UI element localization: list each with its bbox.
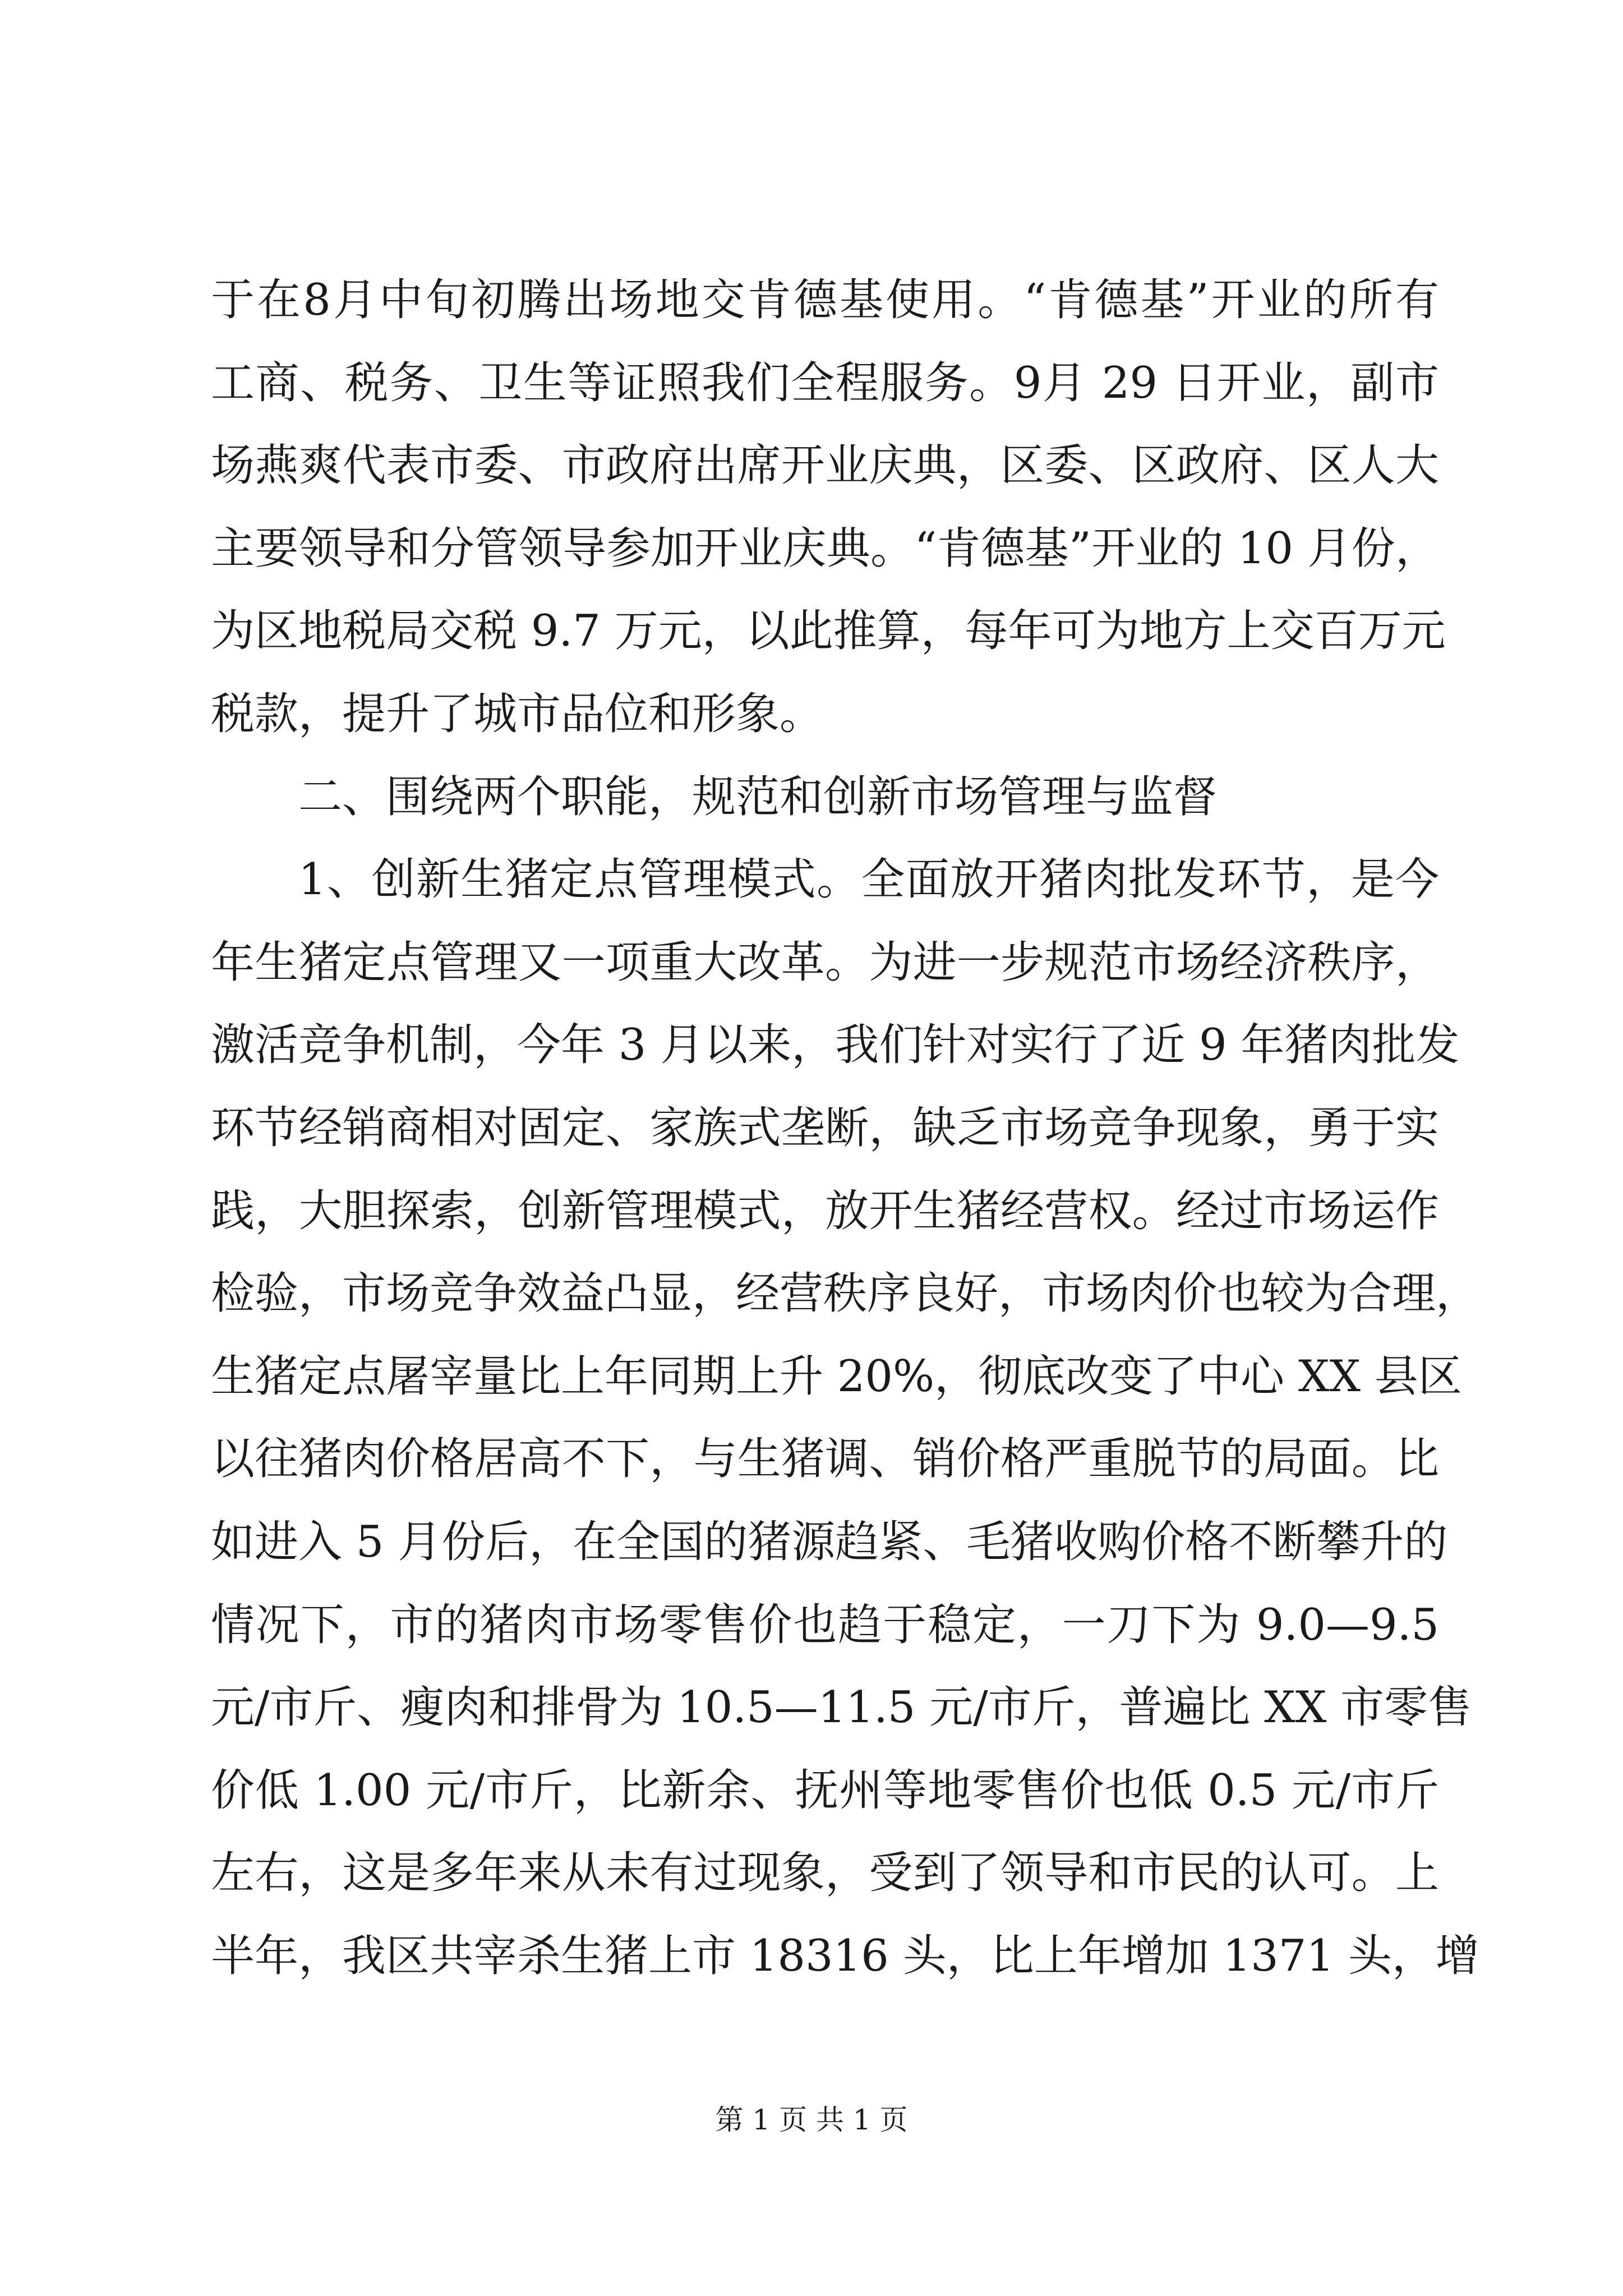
text-line: 主要领导和分管领导参加开业庆典。“肯德基”开业的 10 月份， <box>211 523 1439 574</box>
text-line: 左右，这是多年来从未有过现象，受到了领导和市民的认可。上 <box>211 1848 1439 1899</box>
section-heading: 二、围绕两个职能，规范和创新市场管理与监督 <box>298 771 1218 822</box>
page-number-footer: 第 1 页 共 1 页 <box>715 2104 908 2136</box>
text-line: 场燕爽代表市委、市政府出席开业庆典，区委、区政府、区人大 <box>211 440 1439 491</box>
text-line: 价低 1.00 元/市斤，比新余、抚州等地零售价也低 0.5 元/市斤 <box>211 1765 1439 1816</box>
text-line: 1、创新生猪定点管理模式。全面放开猪肉批发环节，是今 <box>298 854 1439 905</box>
text-line: 激活竞争机制，今年 3 月以来，我们针对实行了近 9 年猪肉批发 <box>211 1020 1460 1071</box>
text-line: 税款，提升了城市品位和形象。 <box>211 688 824 739</box>
text-line: 如进入 5 月份后，在全国的猪源趋紧、毛猪收购价格不断攀升的 <box>211 1516 1448 1567</box>
text-line: 环节经销商相对固定、家族式垄断，缺乏市场竞争现象，勇于实 <box>211 1102 1439 1153</box>
text-line: 生猪定点屠宰量比上年同期上升 20%，彻底改变了中心 XX 县区 <box>211 1351 1462 1402</box>
text-line: 为区地税局交税 9.7 万元，以此推算，每年可为地方上交百万元 <box>211 606 1446 657</box>
text-line: 半年，我区共宰杀生猪上市 18316 头，比上年增加 1371 头，增 <box>211 1930 1479 1981</box>
text-line: 于在8月中旬初腾出场地交肯德基使用。“肯德基”开业的所有 <box>211 275 1439 325</box>
text-line: 检验，市场竞争效益凸显，经营秩序良好，市场肉价也较为合理， <box>211 1268 1480 1319</box>
text-line: 元/市斤、瘦肉和排骨为 10.5—11.5 元/市斤，普遍比 XX 市零售 <box>211 1682 1472 1733</box>
document-body <box>211 259 1480 1998</box>
text-line: 工商、税务、卫生等证照我们全程服务。9月 29 日开业，副市 <box>211 357 1439 408</box>
text-line: 以往猪肉价格居高不下，与生猪调、销价格严重脱节的局面。比 <box>211 1434 1439 1485</box>
text-line: 践，大胆探索，创新管理模式，放开生猪经营权。经过市场运作 <box>211 1185 1439 1236</box>
text-line: 情况下，市的猪肉市场零售价也趋于稳定，一刀下为 9.0—9.5 <box>211 1599 1439 1650</box>
text-line: 年生猪定点管理又一项重大改革。为进一步规范市场经济秩序， <box>211 937 1439 988</box>
